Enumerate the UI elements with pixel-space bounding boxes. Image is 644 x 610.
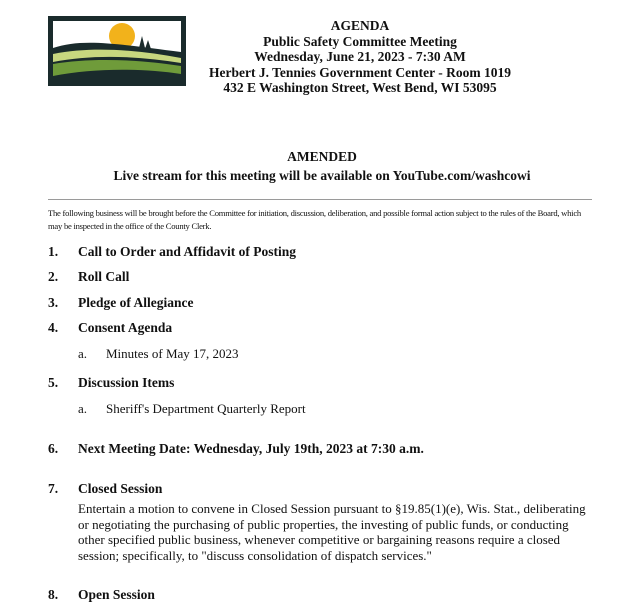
county-logo	[48, 16, 186, 86]
agenda-subitem-4a	[78, 346, 239, 362]
agenda-subitem-5a	[78, 401, 306, 417]
meeting-location: Herbert J. Tennies Government Center - Room 1019	[209, 64, 511, 80]
landscape-logo-icon	[48, 16, 186, 86]
meeting-datetime: Wednesday, June 21, 2023 - 7:30 AM	[254, 49, 466, 65]
item-label: Open Session	[78, 587, 155, 602]
agenda-item-6	[48, 441, 424, 457]
item-number: 8.	[48, 587, 59, 602]
item-number: 4.	[48, 320, 59, 335]
item-label: Closed Session	[78, 481, 163, 496]
agenda-item-1	[48, 244, 296, 260]
item-number: 1.	[48, 244, 59, 259]
item-number: 3.	[48, 295, 59, 310]
agenda-item-4	[48, 320, 172, 336]
subitem-label: Minutes of May 17, 2023	[106, 346, 239, 361]
item-number: 7.	[48, 481, 59, 496]
divider	[48, 199, 592, 200]
committee-name: Public Safety Committee Meeting	[263, 33, 457, 49]
agenda-item-3	[48, 295, 193, 311]
item-label: Discussion Items	[78, 375, 175, 390]
closed-session-text: Entertain a motion to convene in Closed Session pursuant to §19.85(1)(e), Wis. Stat., deliberating or negotiating the purchasing of public properties, the investing of public funds, or conducting other specified public business, whenever competitive or bargaining reasons require a closed session; specifically, to "discuss consolidation of dispatch services."	[78, 501, 586, 563]
agenda-item-2	[48, 269, 129, 285]
meeting-address: 432 E Washington Street, West Bend, WI 53095	[223, 80, 497, 96]
amended-label: AMENDED	[287, 149, 357, 164]
agenda-title: AGENDA	[330, 18, 390, 33]
item-label: Pledge of Allegiance	[78, 295, 194, 310]
subitem-letter: a.	[78, 346, 88, 361]
intro-paragraph: The following business will be brought before the Committee for initiation, discussion, deliberation, and possible formal action subject to the rules of the Board, which may be inspected in the office of the County Clerk.	[48, 208, 581, 231]
item-label: Next Meeting Date: Wednesday, July 19th, 2023 at 7:30 a.m.	[78, 441, 424, 456]
agenda-item-5	[48, 375, 174, 391]
item-label: Roll Call	[78, 269, 130, 284]
item-label: Consent Agenda	[78, 320, 173, 335]
agenda-item-7	[48, 481, 162, 497]
subitem-letter: a.	[78, 401, 88, 416]
item-number: 5.	[48, 375, 59, 390]
agenda-header	[190, 18, 530, 96]
livestream-notice: Live stream for this meeting will be available on YouTube.com/washcowi	[113, 168, 531, 183]
agenda-item-8	[48, 587, 155, 603]
item-number: 6.	[48, 441, 59, 456]
item-number: 2.	[48, 269, 59, 284]
item-label: Call to Order and Affidavit of Posting	[78, 244, 297, 259]
subitem-label: Sheriff's Department Quarterly Report	[106, 401, 306, 416]
